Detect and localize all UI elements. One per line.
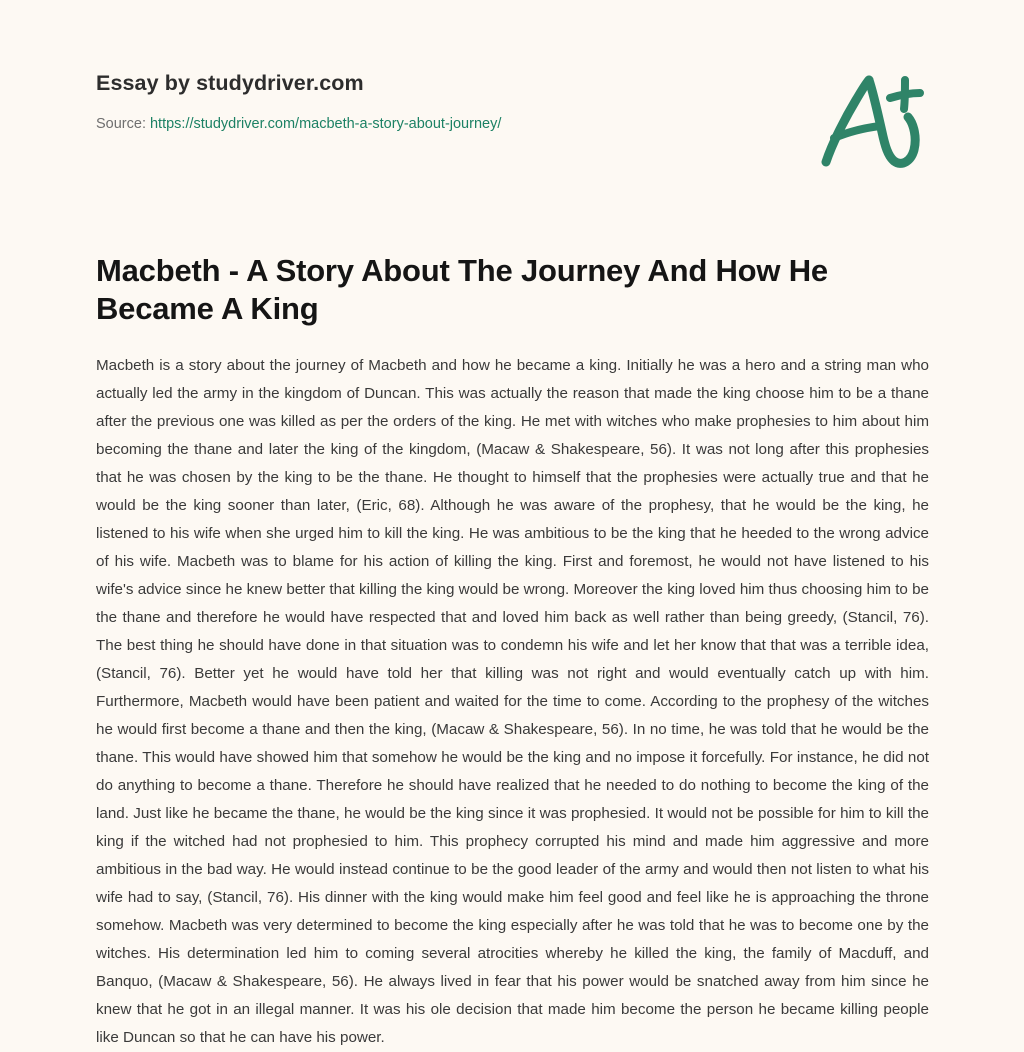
source-url-link[interactable]: https://studydriver.com/macbeth-a-story-about-journey/	[149, 116, 502, 132]
studydriver-a-plus-logo	[812, 62, 937, 172]
site-heading: Essay by studydriver.com	[96, 71, 364, 95]
source-line	[96, 114, 796, 134]
page-title: Macbeth - A Story About The Journey And How He Became A King	[96, 253, 828, 326]
source-label: Source:	[96, 116, 146, 132]
essay-body	[96, 352, 929, 1052]
page-header	[96, 68, 796, 134]
essay-paragraph: Macbeth is a story about the journey of Macbeth and how he became a king. Initially he was a hero and a string man who actually led the army in the kingdom of Duncan. This was actually the reason that made the king choose him to be a thane after the previous one was killed as per the orders of the king. He met with witches who make prophesies to him about him becoming the thane and later the king of the kingdom, (Macaw & Shakespeare, 56). It was not long after this prophesies that he was chosen by the king to be the thane. He thought to himself that the prophesies were actually true and that he would be the king sooner than later, (Eric, 68). Although he was aware of the prophesy, that he would be the king, he listened to his wife when she urged him to kill the king. He was ambitious to be the king that he heeded to the wrong advice of his wife. Macbeth was to blame for his action of killing the king. First and foremost, he would not have listened to his wife's advice since he knew better that killing the king would be wrong. Moreover the king loved him thus choosing him to be the thane and therefore he would have respected that and loved him back as well rather than being greedy, (Stancil, 76). The best thing he should have done in that situation was to condemn his wife and let her know that that was a terrible idea, (Stancil, 76). Better yet he would have told her that killing was not right and would eventually catch up with him. Furthermore, Macbeth would have been patient and waited for the time to come. According to the prophesy of the witches he would first become a thane and then the king, (Macaw & Shakespeare, 56). In no time, he was told that he would be the thane. This would have showed him that somehow he would be the king and no impose it forcefully. For instance, he did not do anything to become a thane. Therefore he should have realized that he needed to do nothing to become the king of the land. Just like he became the thane, he would be the king since it was prophesied. It would not be possible for him to kill the king if the witched had not prophesied to him. This prophecy corrupted his mind and made him aggressive and more ambitious in the bad way. He would instead continue to be the good leader of the army and would then not listen to what his wife had to say, (Stancil, 76). His dinner with the king would make him feel good and feel like he is approaching the throne somehow. Macbeth was very determined to become the king especially after he was told that he was to become one by the witches. His determination led him to coming several atrocities whereby he killed the king, the family of Macduff, and Banquo, (Macaw & Shakespeare, 56). He always lived in fear that his power would be snatched away from him since he knew that he got in an illegal manner. It was his ole decision that made him become the person he became killing people like Duncan so that he can have his power.	[96, 357, 929, 1046]
a-plus-logo-icon	[812, 62, 937, 172]
